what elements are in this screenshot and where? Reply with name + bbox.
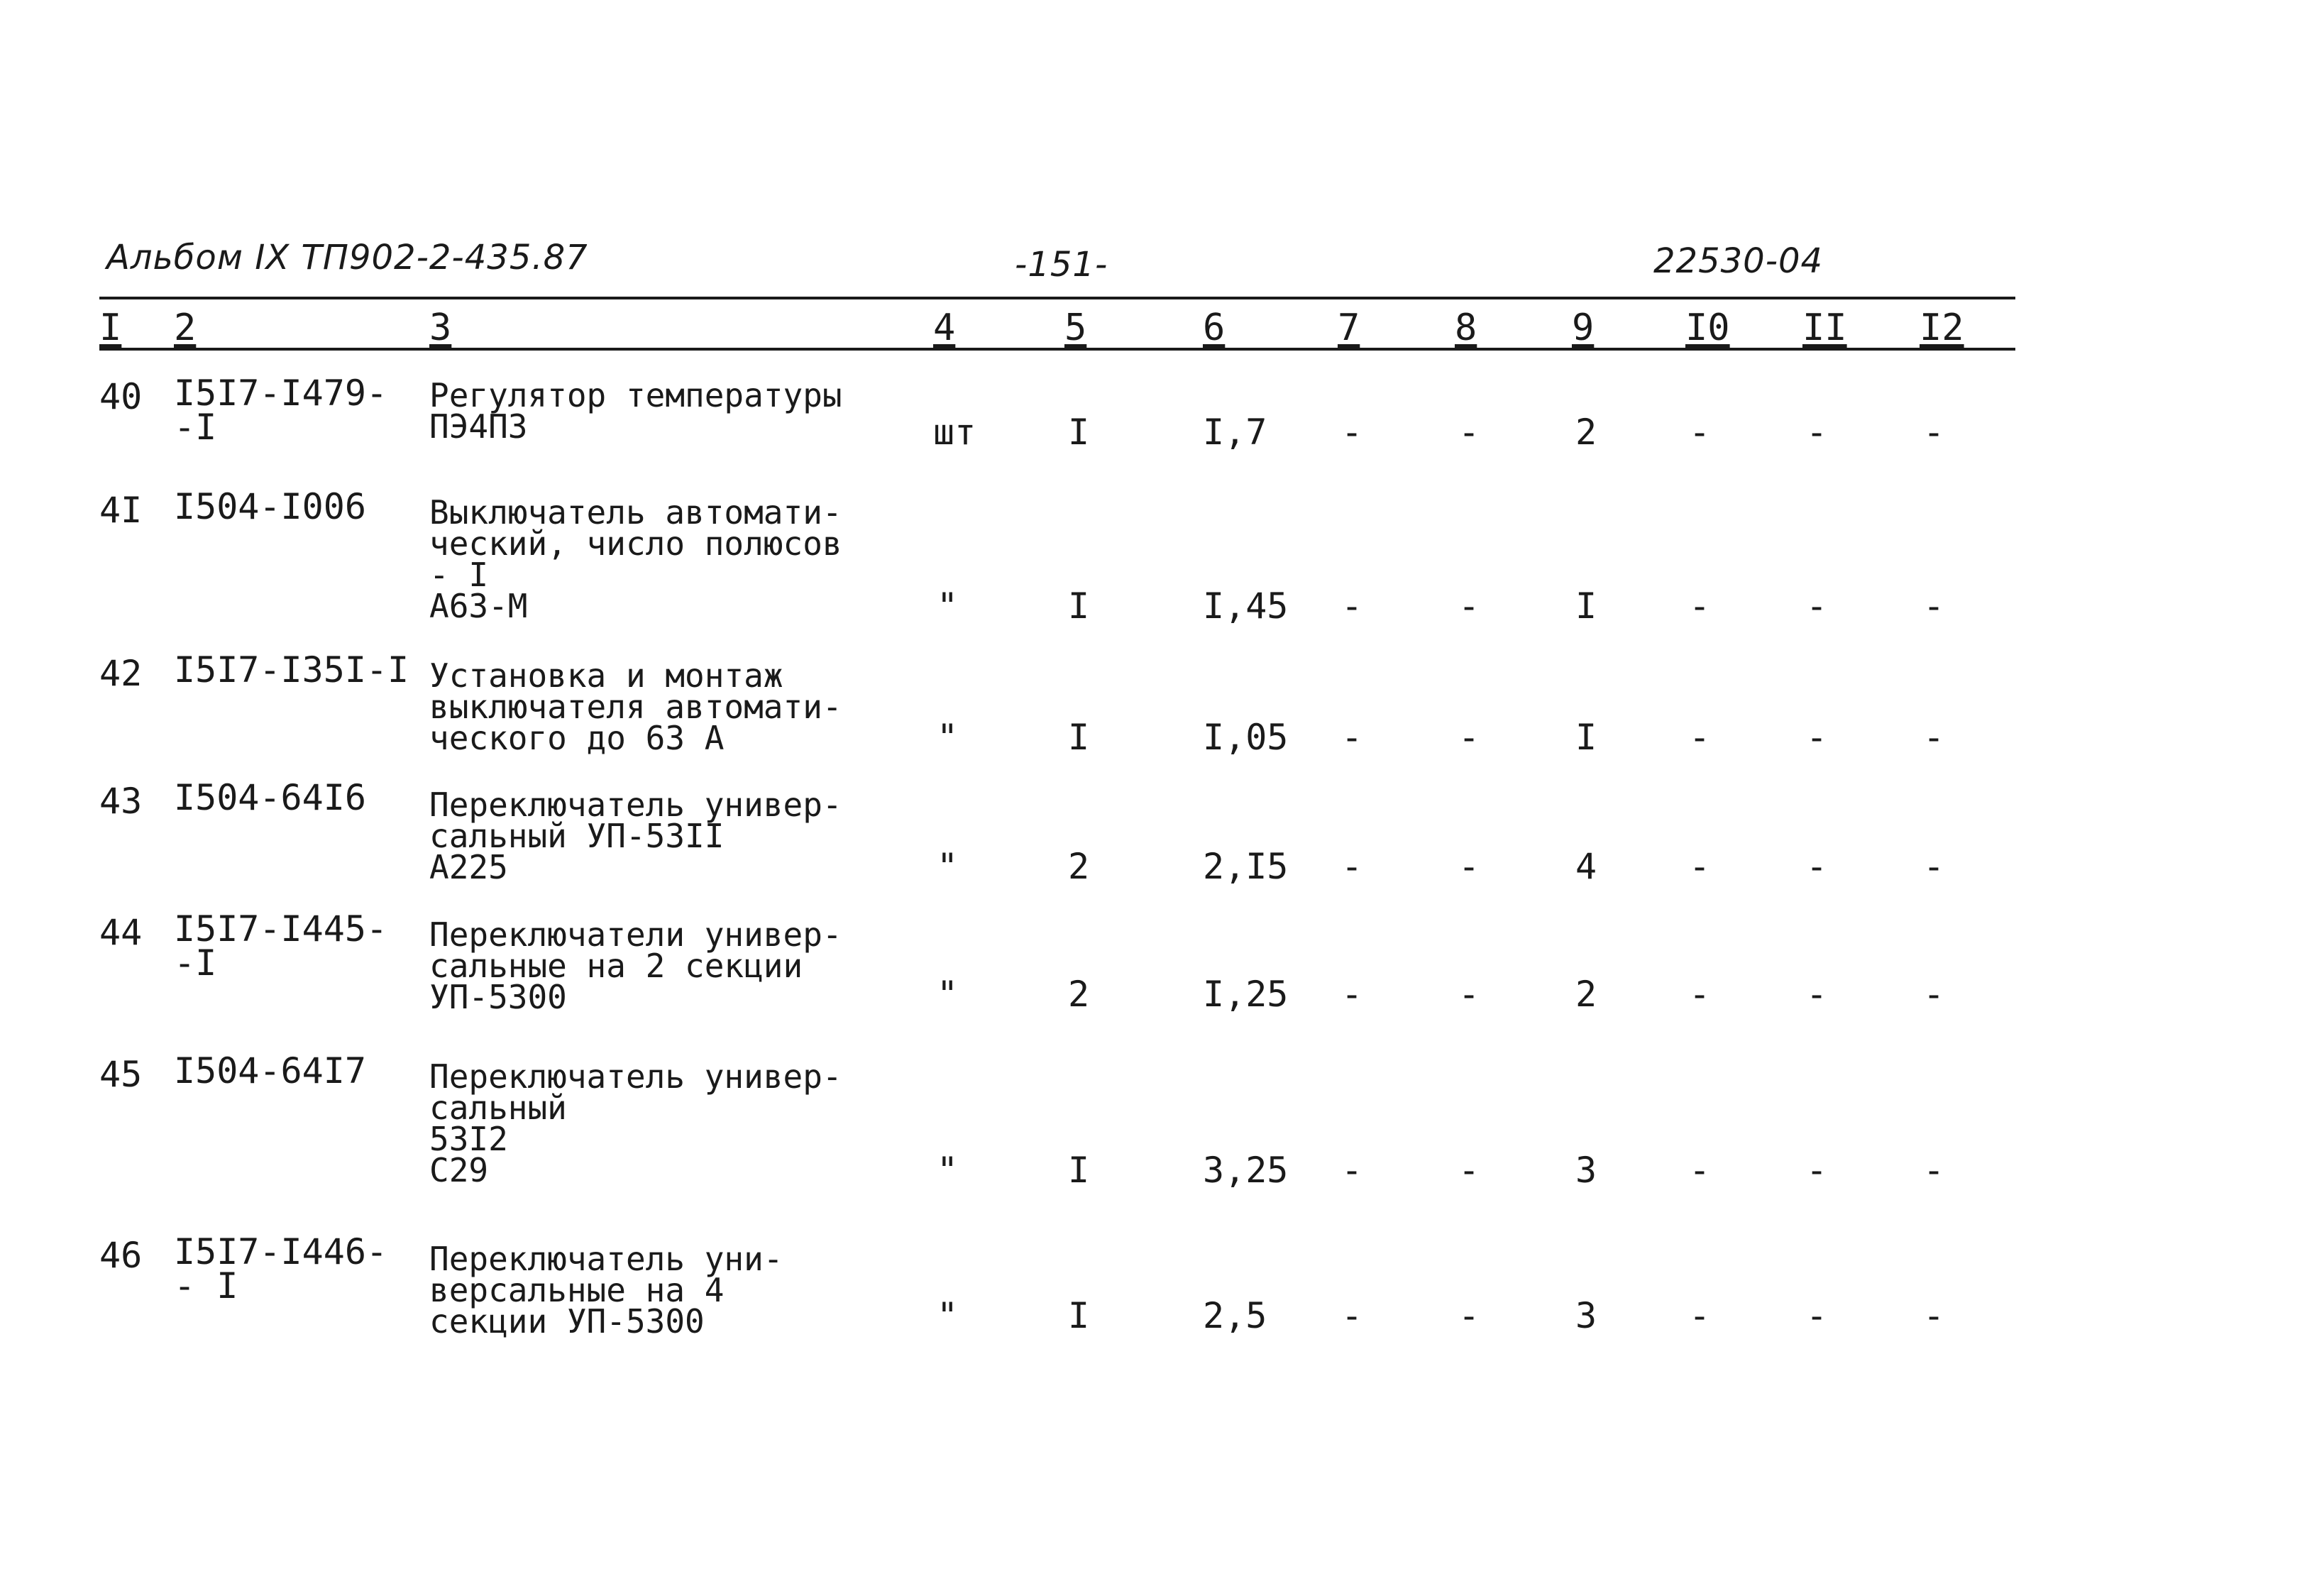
col10-cell: -: [1689, 717, 1711, 758]
item-code: I5I7-I479- -I: [174, 373, 388, 448]
col8-cell: -: [1458, 412, 1480, 453]
item-code: I504-64I6: [174, 777, 366, 818]
col11-cell: -: [1806, 717, 1828, 758]
row-number: 42: [99, 653, 143, 694]
col5-cell: 2: [1068, 846, 1090, 887]
col7-cell: -: [1341, 717, 1363, 758]
col12-cell: -: [1923, 846, 1945, 887]
col5-cell: 2: [1068, 974, 1090, 1015]
row-number: 45: [99, 1054, 143, 1095]
item-description: Переключатель уни- версальные на 4 секции УП-5300: [429, 1240, 783, 1341]
item-description: Переключатели универ- сальные на 2 секции УП-5300: [429, 915, 842, 1016]
col10-cell: -: [1689, 1295, 1711, 1336]
unit-cell: ": [937, 1295, 959, 1336]
col8-cell: -: [1458, 974, 1480, 1015]
item-description: Переключатель универ- сальный УП-53II А225: [429, 786, 842, 886]
col8-cell: -: [1458, 1150, 1480, 1191]
col6-cell: 2,5: [1203, 1295, 1267, 1336]
col12-cell: -: [1923, 974, 1945, 1015]
col11-cell: -: [1806, 412, 1828, 453]
col11-cell: -: [1806, 846, 1828, 887]
col9-cell: 3: [1575, 1295, 1597, 1336]
col7-cell: -: [1341, 1295, 1363, 1336]
page-number: -151-: [1015, 245, 1108, 285]
col6-cell: I,25: [1203, 974, 1289, 1015]
column-header-6: 6: [1203, 307, 1226, 349]
col11-cell: -: [1806, 1150, 1828, 1191]
column-header-3: 3: [429, 307, 452, 349]
col9-cell: I: [1575, 717, 1597, 758]
item-description: Установка и монтаж выключателя автомати- ческого до 63 А: [429, 656, 842, 757]
item-code: I504-I006: [174, 486, 366, 527]
col6-cell: I,7: [1203, 412, 1267, 453]
col11-cell: -: [1806, 585, 1828, 627]
col8-cell: -: [1458, 717, 1480, 758]
col5-cell: I: [1068, 1150, 1090, 1191]
col9-cell: 2: [1575, 974, 1597, 1015]
column-header-9: 9: [1572, 307, 1595, 349]
col11-cell: -: [1806, 974, 1828, 1015]
column-header-4: 4: [933, 307, 956, 349]
column-header-1: I: [99, 307, 122, 349]
col10-cell: -: [1689, 412, 1711, 453]
unit-cell: ": [937, 1150, 959, 1191]
column-header-11: II: [1802, 307, 1847, 349]
col9-cell: 4: [1575, 846, 1597, 887]
unit-cell: шт: [933, 412, 976, 453]
column-header-7: 7: [1338, 307, 1360, 349]
col7-cell: -: [1341, 1150, 1363, 1191]
row-number: 40: [99, 376, 143, 417]
item-code: I504-64I7: [174, 1050, 366, 1091]
col10-cell: -: [1689, 846, 1711, 887]
album-designation: Альбом IX ТП902-2-435.87: [106, 238, 588, 277]
item-code: I5I7-I446- - I: [174, 1231, 388, 1306]
column-header-10: I0: [1685, 307, 1730, 349]
document-code: 22530-04: [1653, 241, 1824, 281]
col11-cell: -: [1806, 1295, 1828, 1336]
unit-cell: ": [937, 717, 959, 758]
header-rule-top: [99, 297, 2015, 299]
col5-cell: I: [1068, 1295, 1090, 1336]
row-number: 4I: [99, 490, 143, 531]
col8-cell: -: [1458, 585, 1480, 627]
item-code: I5I7-I35I-I: [174, 649, 409, 690]
col8-cell: -: [1458, 846, 1480, 887]
col7-cell: -: [1341, 585, 1363, 627]
col9-cell: I: [1575, 585, 1597, 627]
col8-cell: -: [1458, 1295, 1480, 1336]
row-number: 46: [99, 1235, 143, 1276]
col5-cell: I: [1068, 412, 1090, 453]
col12-cell: -: [1923, 412, 1945, 453]
unit-cell: ": [937, 585, 959, 627]
item-description: Выключатель автомати- ческий, число полюсов - I А63-М: [429, 493, 842, 625]
column-header-5: 5: [1064, 307, 1087, 349]
unit-cell: ": [937, 974, 959, 1015]
col9-cell: 2: [1575, 412, 1597, 453]
column-header-8: 8: [1455, 307, 1477, 349]
col6-cell: I,45: [1203, 585, 1289, 627]
col7-cell: -: [1341, 412, 1363, 453]
column-header-2: 2: [174, 307, 197, 349]
col6-cell: 2,I5: [1203, 846, 1289, 887]
col12-cell: -: [1923, 1295, 1945, 1336]
col7-cell: -: [1341, 846, 1363, 887]
unit-cell: ": [937, 846, 959, 887]
col10-cell: -: [1689, 585, 1711, 627]
row-number: 43: [99, 781, 143, 822]
row-number: 44: [99, 912, 143, 953]
col12-cell: -: [1923, 717, 1945, 758]
item-description: Регулятор температуры ПЭ4П3: [429, 376, 842, 446]
col10-cell: -: [1689, 1150, 1711, 1191]
col6-cell: I,05: [1203, 717, 1289, 758]
col12-cell: -: [1923, 1150, 1945, 1191]
col6-cell: 3,25: [1203, 1150, 1289, 1191]
col12-cell: -: [1923, 585, 1945, 627]
item-description: Переключатель универ- сальный 53I2 С29: [429, 1057, 842, 1189]
col10-cell: -: [1689, 974, 1711, 1015]
col7-cell: -: [1341, 974, 1363, 1015]
column-header-12: I2: [1920, 307, 1964, 349]
item-code: I5I7-I445- -I: [174, 908, 388, 984]
col5-cell: I: [1068, 717, 1090, 758]
col9-cell: 3: [1575, 1150, 1597, 1191]
col5-cell: I: [1068, 585, 1090, 627]
